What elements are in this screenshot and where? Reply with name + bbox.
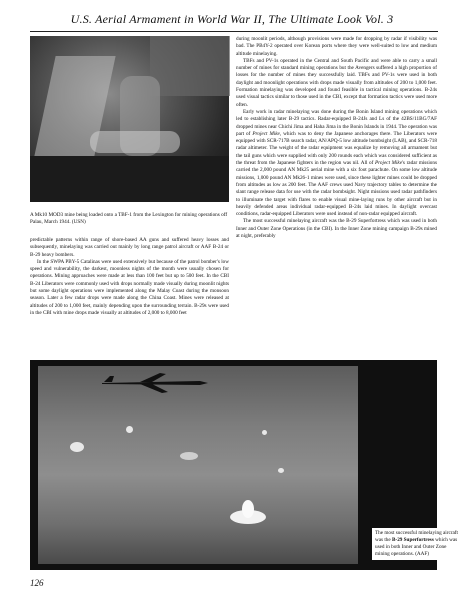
page-number: 126 bbox=[30, 578, 44, 588]
paragraph: TBFs and PV-1s operated in the Central and South Pacific and were able to carry a small number of mines for standard mining operations but the Avengers suffered a high proportion of losses for the number of mines they successfully laid. TBFs and PV-1s were used in both daylight and moonlight operations with drops made visually from altitudes of 200 to 1,000 feet. Formation minelaying was developed and found feasible in tactical mining operations. B-24s used visual tactics similar to those used in the CBI, except that formation tactics were used more often. bbox=[236, 57, 437, 108]
text-run: The most successful minelaying aircraft was the bbox=[375, 530, 458, 543]
left-text-column bbox=[30, 237, 229, 317]
b29-aircraft-silhouette bbox=[100, 372, 210, 394]
parachute-mine bbox=[180, 452, 198, 460]
project-name: Project Mike bbox=[374, 160, 402, 167]
photo-caption-mine-loading: A Mk10 MOD3 mine being loaded onto a TBF-1 from the Lexington for mining operations off Palau, March 1944. (USN) bbox=[30, 212, 228, 225]
mine-loading-photo bbox=[30, 36, 229, 202]
project-name: Project Mike bbox=[252, 130, 280, 137]
mine-splash bbox=[70, 442, 84, 452]
paragraph: In the SWPA PBY-5 Catalinas were used extensively but because of the patrol bomber's low speed and vulnerability, the darkest, moonless nights of the month were usually chosen for operations. Mining approaches were made at less than 100 feet but up to 500 feet. In the CBI B-24 Liberators were commonly used with drops normally made visually during moonlit nights but some daylight operations were implemented along the Malay Coast during the monsoon season. Later a few radar drops were made along the China Coast. Mines were released at altitudes of 200 to 1,000 feet, mainly depending upon the surrounding terrain. B-29s were used in the CBI with mine drops made visually at altitudes of 2,000 to 8,000 feet bbox=[30, 258, 229, 316]
header-rule bbox=[30, 31, 438, 32]
paragraph: during moonlit periods, although provisions were made for dropping by radar if visibility was bad. The PB4Y-2 operated over Korean ports where they were well-suited to low and medium altitude minelaying. bbox=[236, 36, 437, 57]
b29-minelaying-photo bbox=[30, 360, 458, 570]
paragraph bbox=[236, 109, 437, 218]
photo-sky bbox=[38, 366, 358, 564]
photo-caption-b29 bbox=[372, 528, 464, 560]
text-run: 's radar missions carried the 2,000 pound AN Mk25 aerial mine with a six foot parachute. On some low altitude missions, 1,000 pound AN Mk26-1 mines were used, since these lighter mines could be dropped from altitudes as low as 200 feet. The AAF crews used Navy trajectory tables to determine the slant range release data for use with the radar bombsight. Night missions used radar pathfinders to illuminate the target with flares to enable visual mine-laying runs by other aircraft but in heavily defended areas individual radar-equipped B-24s laid mines. In daylight overcast conditions, radar-equipped Liberators were used instead of non-radar equipped aircraft. bbox=[236, 160, 437, 218]
right-text-column bbox=[236, 36, 437, 240]
text-run: Early work in radar minelaying was done during the Bonin Island mining operations which led to establishing later B-29 tactics. Radar-equipped B-24Js and Ls of the 42BS/11BG/7AF dropped mines near Chichi Jima and Haha Jima in the Bonin Islands in 1944. The operation was part of bbox=[236, 108, 437, 137]
running-header: U.S. Aerial Armament in World War II, The Ultimate Look Vol. 3 bbox=[70, 12, 394, 26]
aircraft-name: B-29 Superfortress bbox=[392, 537, 434, 543]
water-plume bbox=[242, 500, 254, 518]
mine-splash bbox=[126, 426, 133, 433]
mine-splash bbox=[278, 468, 284, 473]
mine-splash bbox=[262, 430, 267, 435]
text-run: which was used in both Inner and Outer Zone mining operations. (AAF) bbox=[375, 537, 458, 557]
text-run: , which was to deny the Japanese anchorages there. The Liberators were equipped with SCR-717B search radar, AN/APQ-5 low altitude bombsight (LAB), and SCR-718 radar altimeter. The weight of the radar equipment was equalize by removing all armament but the tail guns which were supplied with only 200 rounds each which was considered sufficient as the threat from the Japanese fighters in the region was nil. All of bbox=[236, 130, 437, 167]
paragraph: The most successful minelaying aircraft was the B-29 Superfortress which was used in both Inner and Outer Zone Operations (in the CBI). In the Inner Zone mining campaign B-29s mined at night, preferably bbox=[236, 218, 437, 240]
paragraph: predictable patterns within range of shore-based AA guns and suffered heavy losses and subsequently, minelaying was carried out mainly by long range patrol aircraft or AAF B-24 or B-29 heavy bombers. bbox=[30, 237, 229, 258]
